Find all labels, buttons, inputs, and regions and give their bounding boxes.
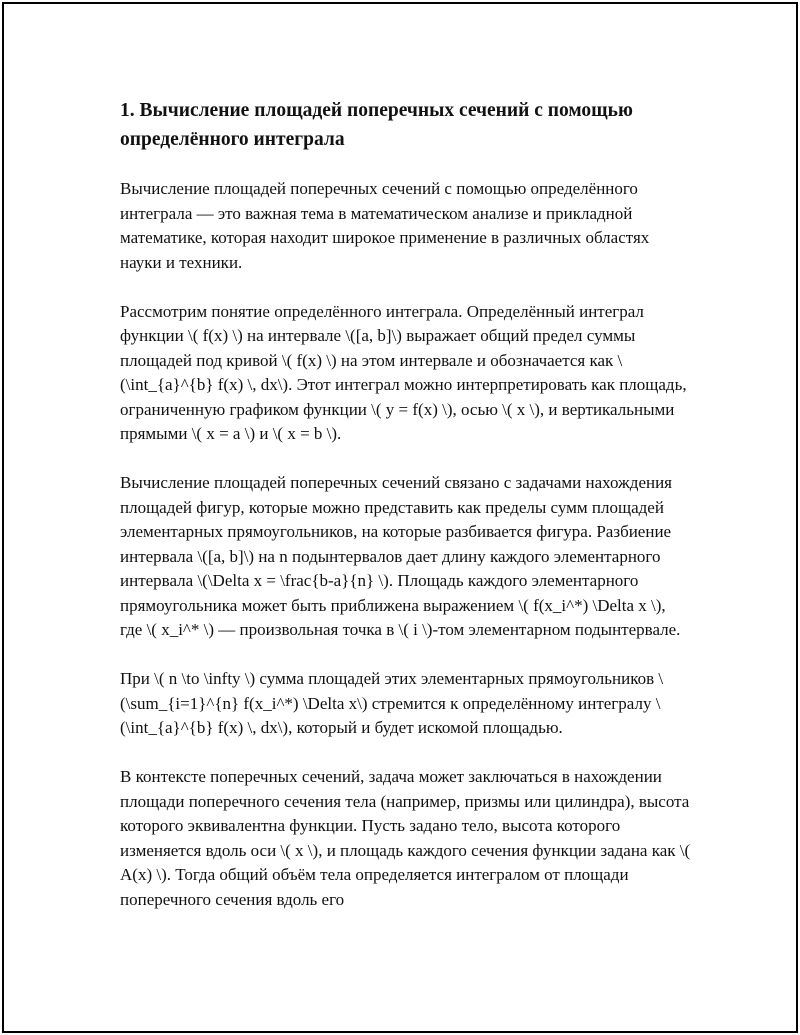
paragraph-definite-integral: Рассмотрим понятие определённого интеграла. Определённый интеграл функции \( f(x) \) на интервале \([a, b]\) выражает общий предел суммы площадей под кривой \( f(x) \) на этом интервале и обозначается как \(\int_{a}^{b} f(x) \, dx\). Этот интеграл можно интерпретировать как площадь, ограниченную графиком функции \( y = f(x) \), осью \( x \), и вертикальными прямыми \( x = a \) и \( x = b \). <box>120 301 687 443</box>
paragraph-limit: При \( n \to \infty \) сумма площадей этих элементарных прямоугольников \(\sum_{i=1}^{n} f(x_i^*) \Delta x\) стремится к определённому интегралу \(\int_{a}^{b} f(x) \, dx\), который и будет искомой площадью. <box>120 669 664 737</box>
paragraph-cross-sections: В контексте поперечных сечений, задача может заключаться в нахождении площади поперечного сечения тела (например, призмы или цилиндра), высота которого эквивалентна функции. Пусть задано тело, высота которого изменяется вдоль оси \( x \), и площадь каждого сечения функции задана как \( A(x) \). Тогда общий объём тела определяется интегралом от площади поперечного сечения вдоль его <box>120 767 691 909</box>
section-heading: 1. Вычисление площадей поперечных сечений с помощью определённого интеграла <box>120 100 633 150</box>
page-frame <box>2 2 798 1033</box>
paragraph-partition: Вычисление площадей поперечных сечений связано с задачами нахождения площадей фигур, которые можно представить как пределы сумм площадей элементарных прямоугольников, на которые разбивается фигура. Разбиение интервала \([a, b]\) на n подынтервалов дает длину каждого элементарного интервала \(\Delta x = \frac{b-a}{n} \). Площадь каждого элементарного прямоугольника может быть приближена выражением \( f(x_i^*) \Delta x \), где \( x_i^* \) — произвольная точка в \( i \)-том элементарном подынтервале. <box>120 473 681 639</box>
document-body <box>120 96 692 937</box>
paragraph-intro: Вычисление площадей поперечных сечений с помощью определённого интеграла — это важная тема в математическом анализе и прикладной математике, которая находит широкое применение в различных областях науки и техники. <box>120 179 650 272</box>
